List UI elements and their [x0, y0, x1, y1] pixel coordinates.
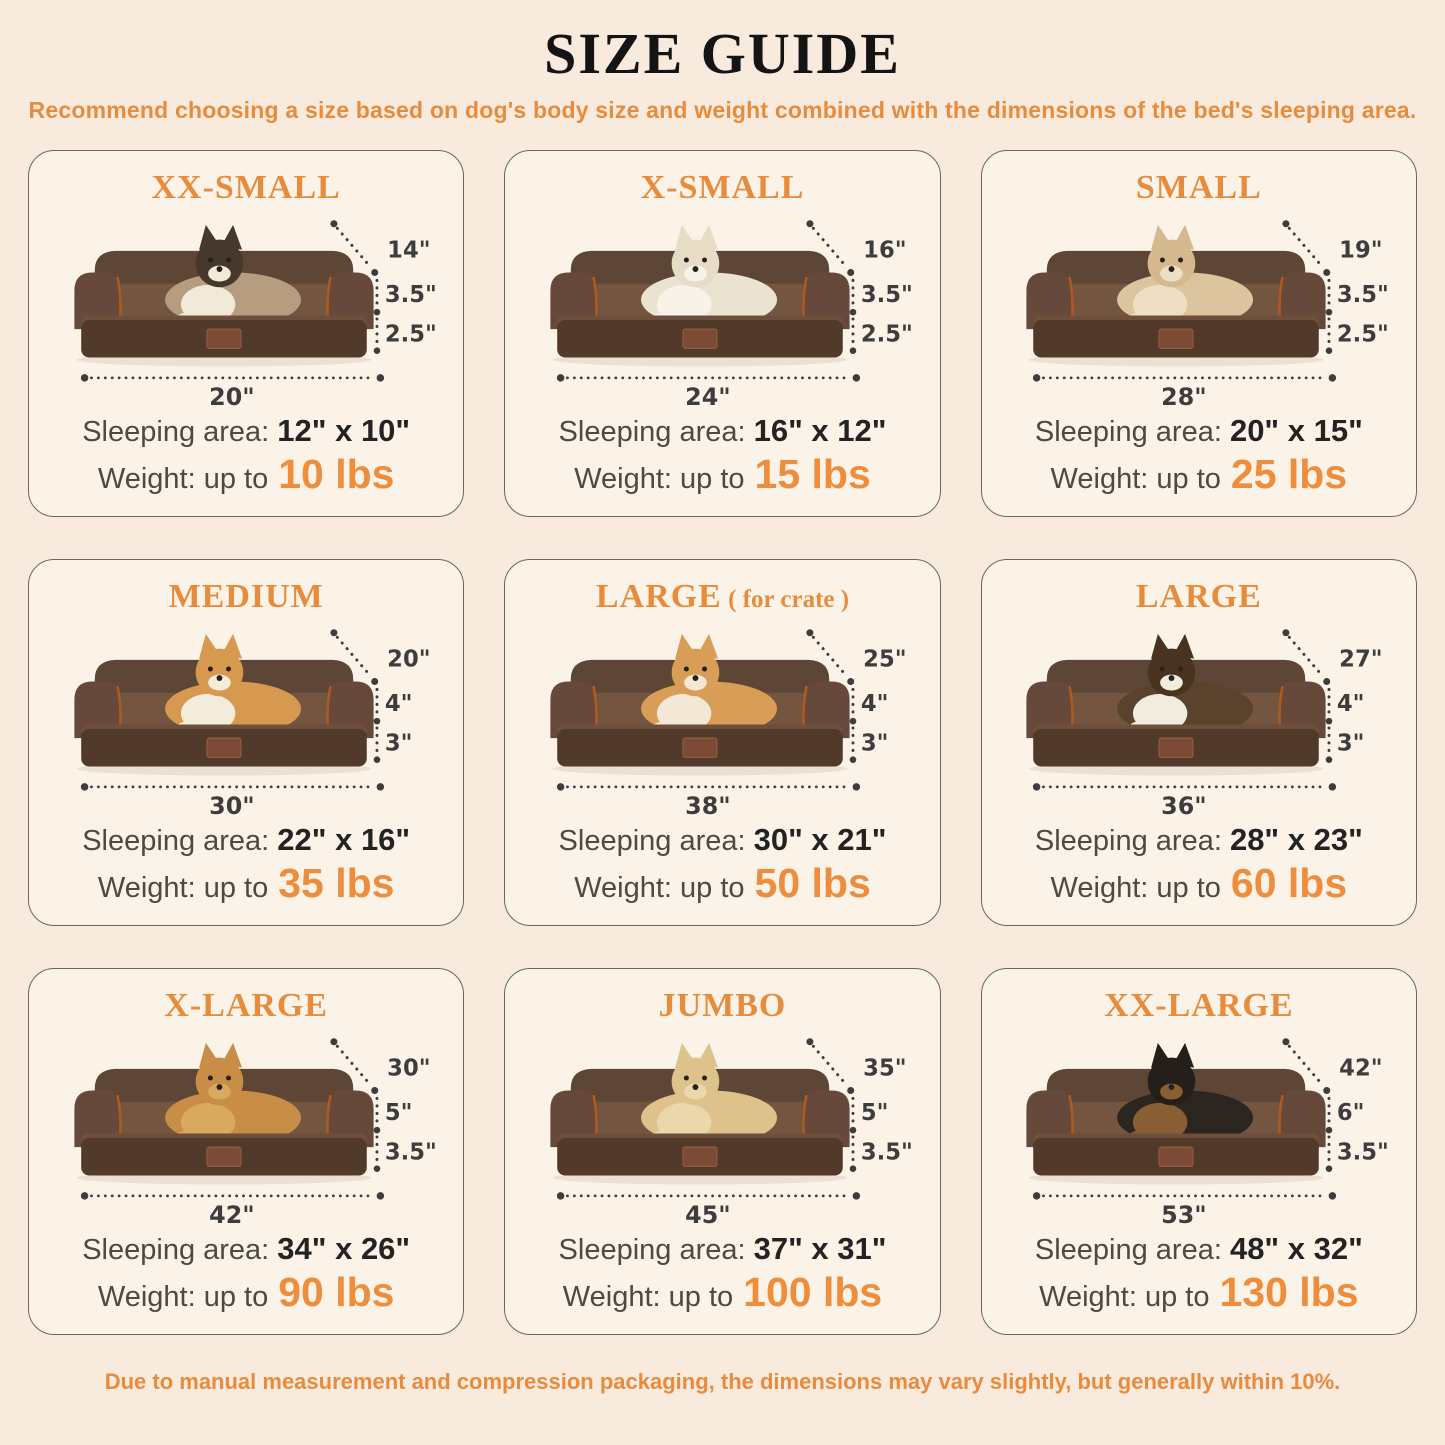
size-card-large — [981, 559, 1417, 926]
size-name: XX-SMALL — [151, 169, 341, 206]
size-card-xx-small — [28, 150, 464, 517]
sleeping-area-value: 37" x 31" — [753, 1230, 887, 1266]
sleeping-area-line — [992, 822, 1406, 858]
weight-label: Weight: up to — [574, 462, 745, 495]
weight-label: Weight: up to — [97, 1280, 269, 1313]
bed-illustration — [54, 618, 439, 820]
width-dimension: 42" — [208, 1201, 255, 1229]
weight-label: Weight: up to — [97, 462, 269, 495]
width-dimension: 38" — [685, 792, 731, 820]
dog-bed-graphic — [74, 225, 373, 367]
base-height-dimension: 3.5" — [384, 1139, 437, 1166]
weight-value: 15 lbs — [754, 450, 871, 497]
card-grid — [28, 150, 1417, 1335]
width-dimension: 36" — [1161, 792, 1207, 820]
sleeping-area-label: Sleeping area: — [558, 1233, 746, 1266]
depth-dimension: 20" — [386, 646, 431, 673]
width-dimension: 20" — [208, 383, 255, 411]
size-title — [515, 578, 929, 616]
size-title — [39, 169, 453, 207]
width-dimension: 28" — [1161, 383, 1207, 411]
sleeping-area-value: 16" x 12" — [753, 412, 887, 448]
sleeping-area-line — [992, 1231, 1406, 1267]
bed-illustration — [530, 618, 915, 820]
bolster-height-dimension: 4" — [384, 690, 412, 717]
bolster-height-dimension: 4" — [1337, 690, 1365, 717]
size-title — [992, 578, 1406, 616]
weight-value: 25 lbs — [1230, 450, 1348, 497]
base-height-dimension: 3.5" — [1337, 1139, 1390, 1166]
width-dimension: 24" — [685, 383, 731, 411]
bed-illustration — [54, 1027, 439, 1229]
weight-label: Weight: up to — [97, 871, 269, 904]
base-height-dimension: 3" — [860, 730, 889, 757]
dog-bed-graphic — [1027, 225, 1326, 367]
bolster-height-dimension: 5" — [384, 1099, 412, 1126]
weight-line — [39, 451, 453, 498]
dog-bed-graphic — [550, 225, 849, 367]
bolster-height-dimension: 5" — [860, 1099, 889, 1126]
sleeping-area-line — [39, 413, 453, 449]
size-card-medium — [28, 559, 464, 926]
sleeping-area-value: 20" x 15" — [1229, 412, 1363, 448]
base-height-dimension: 2.5" — [1337, 321, 1390, 348]
size-name-suffix: ( for crate ) — [721, 586, 850, 613]
size-title — [992, 169, 1406, 207]
bolster-height-dimension: 3.5" — [860, 281, 913, 308]
weight-line — [515, 451, 929, 498]
bed-illustration — [1006, 1027, 1391, 1229]
base-height-dimension: 2.5" — [384, 321, 437, 348]
size-name: X-LARGE — [164, 987, 329, 1024]
dog-bed-graphic — [1027, 634, 1326, 776]
dog-bed-graphic — [550, 1043, 849, 1185]
depth-dimension: 42" — [1339, 1055, 1383, 1082]
size-card-large-crate — [504, 559, 940, 926]
sleeping-area-line — [39, 1231, 453, 1267]
dog-bed-graphic — [550, 634, 849, 776]
bolster-height-dimension: 3.5" — [384, 281, 437, 308]
depth-dimension: 14" — [386, 237, 431, 264]
sleeping-area-value: 48" x 32" — [1229, 1230, 1363, 1266]
size-name: X-SMALL — [640, 169, 805, 206]
depth-dimension: 27" — [1339, 646, 1383, 673]
sleeping-area-line — [39, 822, 453, 858]
size-title — [515, 987, 929, 1025]
size-card-x-large — [28, 968, 464, 1335]
weight-value: 10 lbs — [278, 450, 395, 497]
weight-line — [992, 451, 1406, 498]
bolster-height-dimension: 3.5" — [1337, 281, 1390, 308]
weight-line — [515, 1269, 929, 1316]
bed-illustration — [530, 1027, 915, 1229]
sleeping-area-label: Sleeping area: — [558, 824, 746, 857]
size-title — [39, 578, 453, 616]
bed-illustration — [1006, 618, 1391, 820]
sleeping-area-value: 30" x 21" — [753, 821, 887, 857]
weight-value: 100 lbs — [743, 1268, 883, 1315]
weight-label: Weight: up to — [1050, 871, 1221, 904]
depth-dimension: 35" — [863, 1055, 907, 1082]
dog-bed-graphic — [74, 634, 373, 776]
weight-line — [39, 860, 453, 907]
sleeping-area-label: Sleeping area: — [82, 415, 270, 448]
size-title — [39, 987, 453, 1025]
base-height-dimension: 2.5" — [860, 321, 913, 348]
size-name: JUMBO — [658, 987, 787, 1024]
weight-value: 60 lbs — [1230, 859, 1348, 906]
size-card-jumbo — [504, 968, 940, 1335]
size-name: XX-LARGE — [1104, 987, 1294, 1024]
size-card-small — [981, 150, 1417, 517]
page-subtitle: Recommend choosing a size based on dog's body size and weight combined with the dimensions of the bed's sleeping area. — [28, 97, 1417, 123]
weight-line — [39, 1269, 453, 1316]
weight-label: Weight: up to — [562, 1280, 734, 1313]
weight-line — [992, 860, 1406, 907]
weight-value: 130 lbs — [1219, 1268, 1359, 1315]
depth-dimension: 16" — [863, 237, 907, 264]
size-name: SMALL — [1135, 169, 1262, 206]
sleeping-area-value: 28" x 23" — [1229, 821, 1363, 857]
size-name: LARGE — [595, 578, 722, 615]
depth-dimension: 30" — [386, 1055, 431, 1082]
weight-line — [992, 1269, 1406, 1316]
sleeping-area-line — [992, 413, 1406, 449]
base-height-dimension: 3" — [1337, 730, 1365, 757]
dog-bed-graphic — [1027, 1043, 1326, 1185]
weight-label: Weight: up to — [1039, 1280, 1210, 1313]
sleeping-area-line — [515, 413, 929, 449]
width-dimension: 45" — [685, 1201, 731, 1229]
sleeping-area-label: Sleeping area: — [1034, 415, 1222, 448]
weight-value: 50 lbs — [754, 859, 871, 906]
weight-value: 90 lbs — [278, 1268, 395, 1315]
footer-note: Due to manual measurement and compression packaging, the dimensions may vary slightly, but generally within 10%. — [104, 1369, 1341, 1394]
sleeping-area-label: Sleeping area: — [1034, 1233, 1222, 1266]
depth-dimension: 25" — [863, 646, 907, 673]
bolster-height-dimension: 4" — [860, 690, 889, 717]
bed-illustration — [54, 209, 439, 411]
sleeping-area-label: Sleeping area: — [82, 824, 270, 857]
sleeping-area-label: Sleeping area: — [82, 1233, 270, 1266]
weight-label: Weight: up to — [1050, 462, 1221, 495]
size-card-x-small — [504, 150, 940, 517]
weight-value: 35 lbs — [278, 859, 395, 906]
sleeping-area-label: Sleeping area: — [558, 415, 746, 448]
dog-bed-graphic — [74, 1043, 373, 1185]
size-name: LARGE — [1135, 578, 1262, 615]
page-title: SIZE GUIDE — [544, 21, 901, 86]
width-dimension: 53" — [1161, 1201, 1207, 1229]
sleeping-area-value: 34" x 26" — [277, 1230, 411, 1266]
sleeping-area-label: Sleeping area: — [1034, 824, 1222, 857]
size-card-xx-large — [981, 968, 1417, 1335]
bed-illustration — [530, 209, 915, 411]
bed-illustration — [1006, 209, 1391, 411]
size-title — [515, 169, 929, 207]
base-height-dimension: 3" — [384, 730, 412, 757]
size-name: MEDIUM — [168, 578, 324, 615]
base-height-dimension: 3.5" — [860, 1139, 913, 1166]
weight-label: Weight: up to — [574, 871, 745, 904]
sleeping-area-line — [515, 1231, 929, 1267]
depth-dimension: 19" — [1339, 237, 1383, 264]
weight-line — [515, 860, 929, 907]
sleeping-area-line — [515, 822, 929, 858]
sleeping-area-value: 12" x 10" — [277, 412, 411, 448]
size-title — [992, 987, 1406, 1025]
sleeping-area-value: 22" x 16" — [277, 821, 411, 857]
bolster-height-dimension: 6" — [1337, 1099, 1365, 1126]
width-dimension: 30" — [208, 792, 255, 820]
